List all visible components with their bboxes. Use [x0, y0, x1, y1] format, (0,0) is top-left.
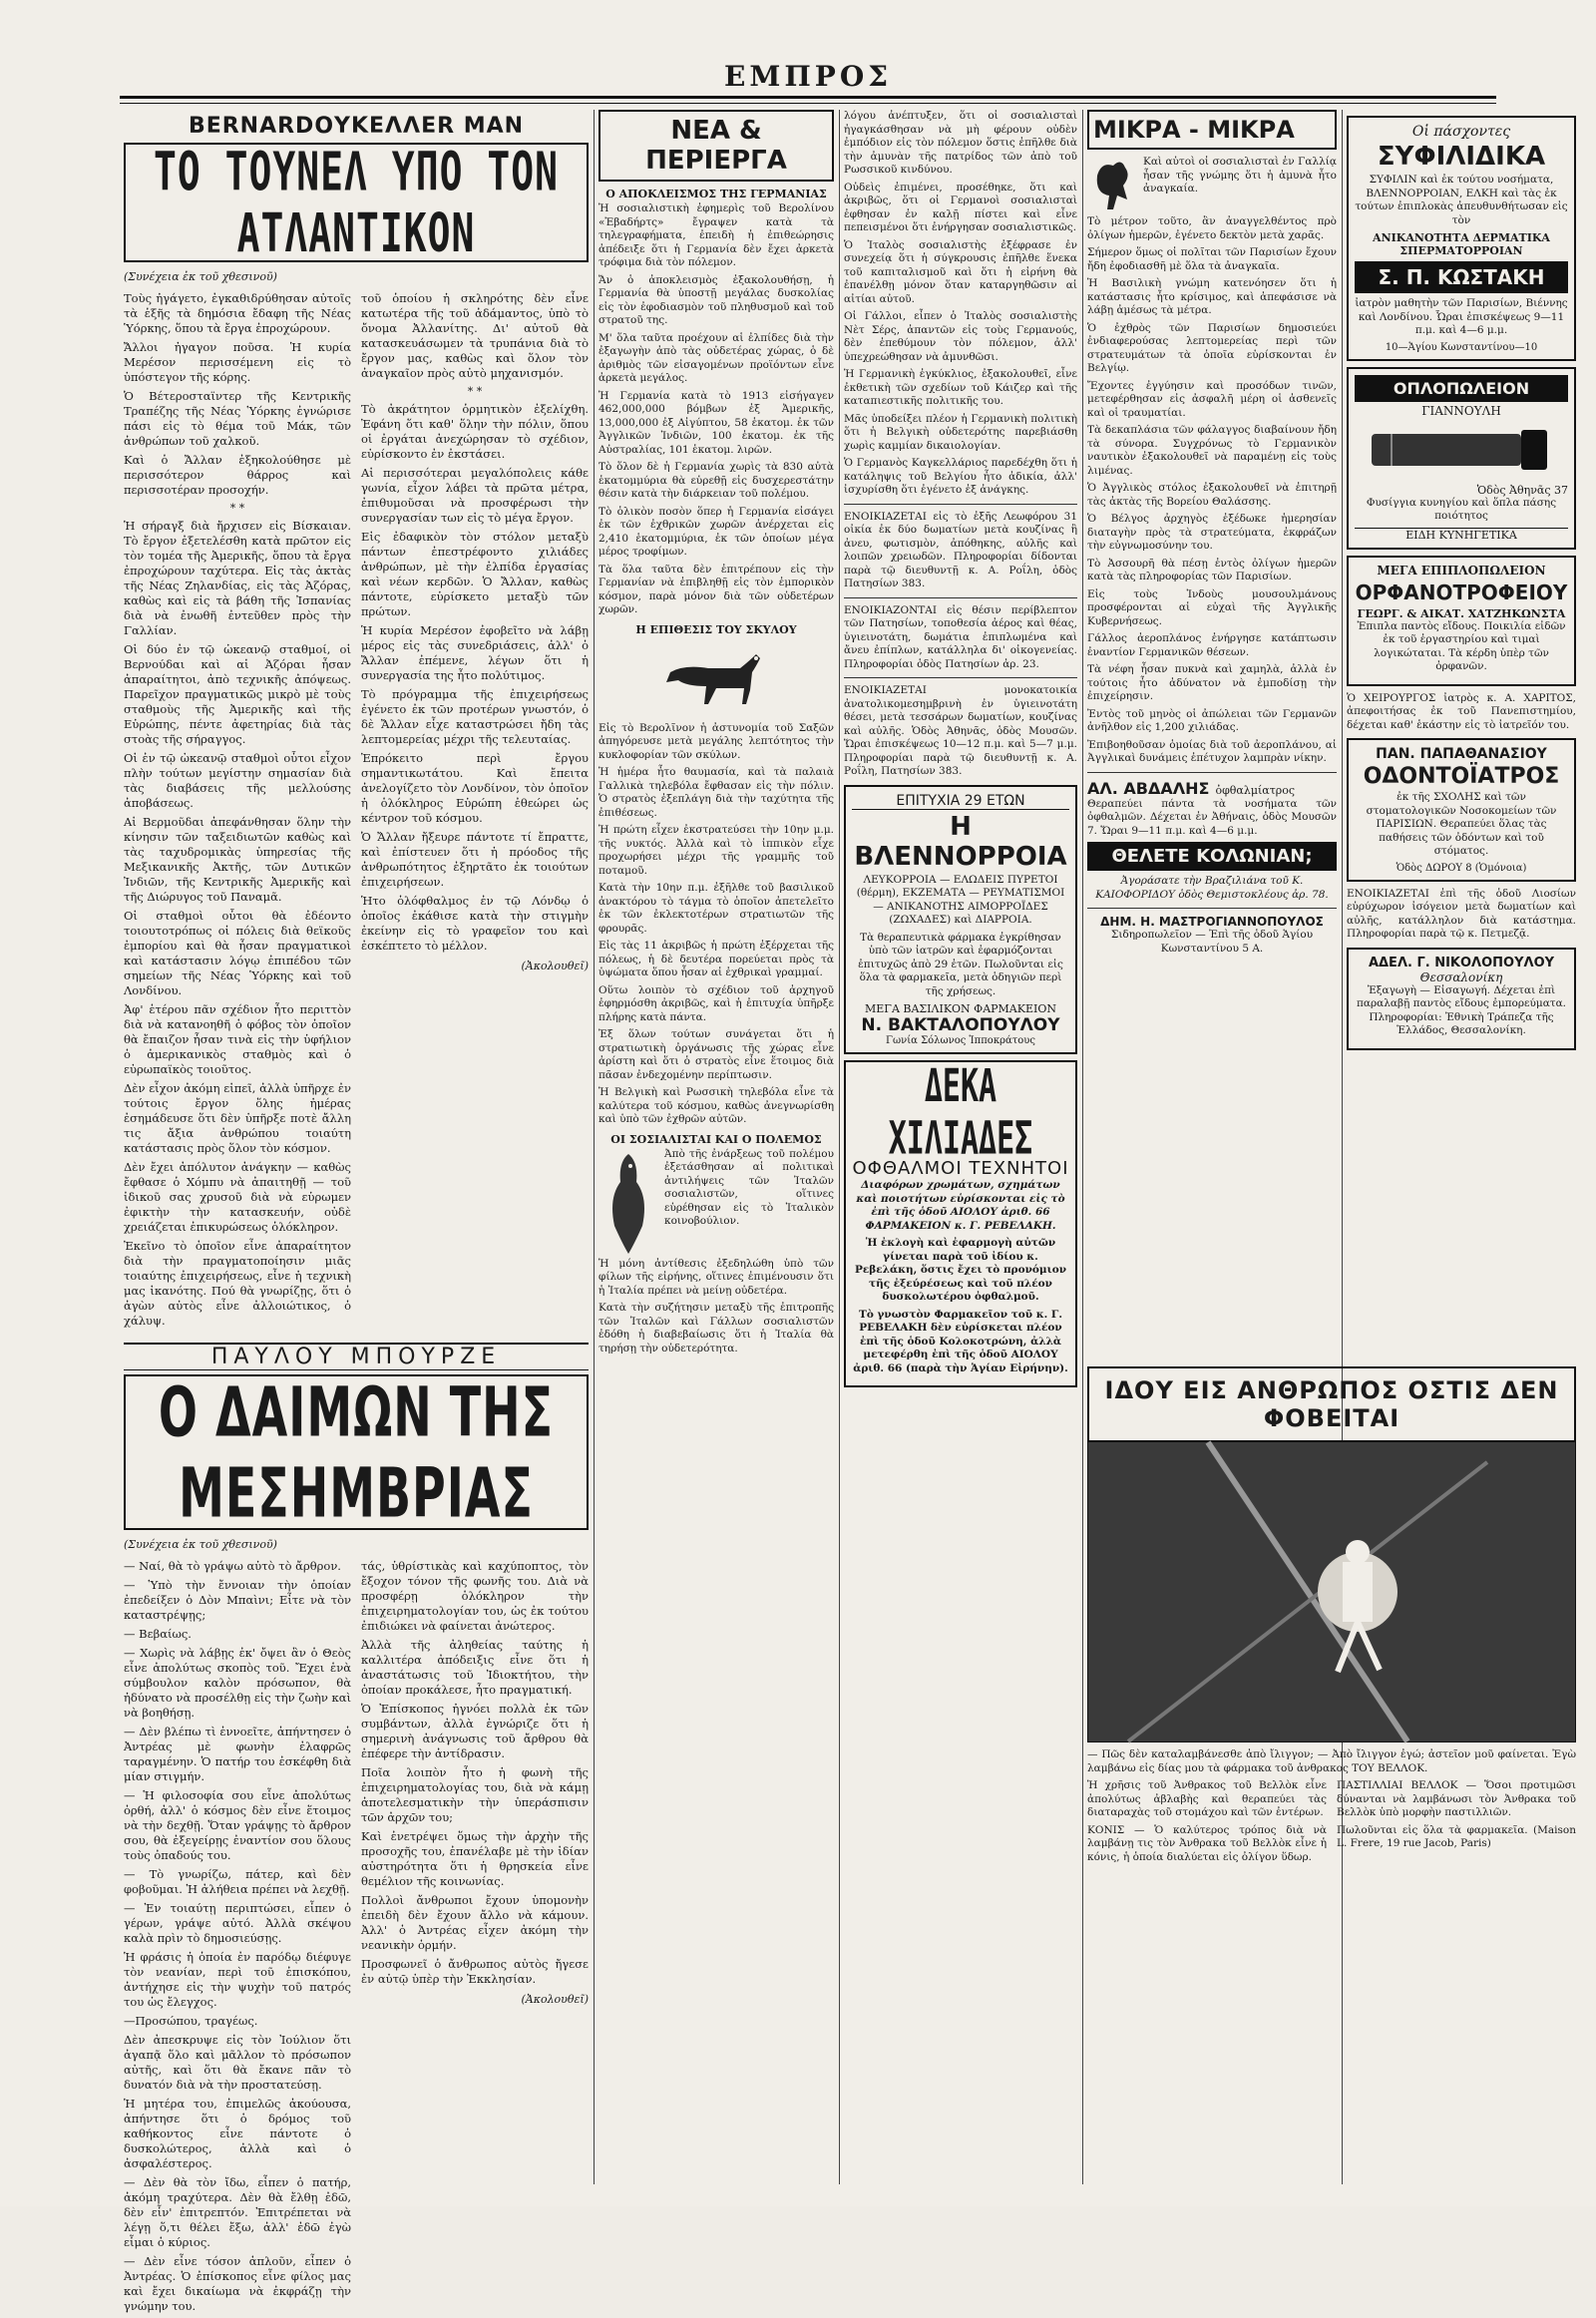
- ad-owner: ΓΙΑΝΝΟΥΛΗ: [1421, 403, 1501, 418]
- furniture-ad: [1347, 556, 1576, 686]
- novel2-body: [124, 1559, 589, 2318]
- short-news-column: [1087, 110, 1337, 2184]
- paragraph: Τὸ ἀκράτητον ὁρμητικὸν ἐξελίχθη. Ἐφάνη ὅτι καθ' ὅλην τὴν πόλιν, ὅπου οἱ ἐργάται ἀνεχώρησαν τὸ σχέδιον, εὑρίσκοντο ἐν ἐκστάσει.: [361, 402, 589, 461]
- paragraph: Ὁ ἐχθρὸς τῶν Παρισίων δημοσιεύει ἐνδιαφερούσας λεπτομερείας περὶ τῶν στρατευμάτων τὰ ὁποῖα εὑρίσκονται ἐν Βελγίῳ.: [1087, 321, 1337, 374]
- ad-address: 10—Ἁγίου Κωνσταντίνου—10: [1385, 341, 1538, 353]
- paragraph: Τὰ δεκαπλάσια τῶν φάλαγγος διαβαίνουν ἤδη τὰ σύνορα. Συγχρόνως τὸ Γερμανικὸν ναυτικὸν ἐξακολουθεῖ νὰ παραμένῃ εἰς τοὺς λιμένας.: [1087, 424, 1337, 477]
- paragraph: Τὸ μέτρον τοῦτο, ἂν ἀναγγελθέντος πρὸ ὀλίγων ἡμερῶν, ἐγένετο δεκτὸν μετὰ χαρᾶς.: [1087, 215, 1337, 241]
- novel2-title-box: [124, 1371, 589, 1533]
- paragraph: — Βεβαίως.: [124, 1627, 192, 1641]
- paragraph: ΚΟΝΙΣ — Ὁ καλύτερος τρόπος διὰ νὰ λαμβάνῃ τις τὸν Ἀνθρακα τοῦ Βελλὸκ εἶνε ἡ κόνις, ἡ ὁποία διαλύεται εἰς ὀλίγον ὕδωρ.: [1087, 1823, 1327, 1863]
- ad-subheadline: ΑΝΙΚΑΝΟΤΗΤΑ ΔΕΡΜΑΤΙΚΑ ΣΠΕΡΜΑΤΟΡΡΟΙΑΝ: [1373, 231, 1550, 257]
- paragraph: Ἡ μόνη ἀντίθεσις ἐξεδηλώθη ὑπὸ τῶν φίλων τῆς εἰρήνης, οἵτινες ἐπιμένουσιν ὅτι ἡ Ἰταλία πρέπει νὰ μείνῃ οὐδετέρα.: [598, 1257, 834, 1297]
- paragraph: Ἡ σήραγξ διὰ ἤρχισεν εἰς Βίσκαιαν. Τὸ ἔργον ἐξετελέσθη κατὰ πρῶτον εἰς τὸν τομέα τῆς Ἀμερικῆς, ὅπου τὰ ἔργα ἐπροχώρουν ταχύτερα. Εἰς τὰς ἀκτὰς τῆς Νέας Ζηλανδίας, εἰς τὰς Ἀζόρας, καθὼς καὶ εἰς τὰ βάθη τῆς Ἰσπανίας διὰ νὰ ἐνωθῆ ἐντεῦθεν πρὸς τὴν Γαλλίαν.: [124, 519, 351, 637]
- acrobat-illustration-icon: [1088, 1442, 1575, 1741]
- ad-headline: ΙΔΟΥ ΕΙΣ ΑΝΘΡΩΠΟΣ ΟΣΤΙΣ ΔΕΝ ΦΟΒΕΙΤΑΙ: [1087, 1366, 1576, 1442]
- gun-shop-ad: [1347, 367, 1576, 550]
- paragraph: Οἱ ἐν τῷ ὠκεανῷ σταθμοὶ οὗτοι εἶχον πλὴν τούτων μεγίστην σημασίαν διὰ τὰς διαβάσεις τῆς μελλούσης ἀποβάσεως.: [124, 751, 351, 810]
- ad-address: Γωνία Σόλωνος Ἱπποκράτους: [886, 1035, 1035, 1046]
- paragraph: — Χωρὶς νὰ λάβῃς ἐκ' ὄψει ἂν ὁ Θεὸς εἶνε ἀπολύτως σκοπὸς τοῦ. Ἔχει ἑνὰ σύμβουλον καλὸν πρόσωπον, θὰ ἠδύνατο νὰ προσέλθῃ εἰς τὴν ζωὴν καὶ νὰ βοηθήσῃ.: [124, 1646, 351, 1720]
- paragraph: Κατὰ τὴν συζήτησιν μεταξὺ τῆς ἐπιτροπῆς τῶν Ἰταλῶν καὶ Γάλλων σοσιαλιστῶν ἐδόθη ἡ διαβεβαίωσις ὅτι ἡ Ἰταλία θὰ τηρήσῃ τὴν οὐδετερότητα.: [598, 1302, 834, 1354]
- paragraph: Ἀφ' ἑτέρου πᾶν σχέδιον ἦτο περιττὸν διὰ νὰ κατανοηθῆ ὁ φόβος τὸν ὁποῖον θὰ ἔπαιζον ἦσαν τινὰ εἰς τὴν ὑφήλιον ὁ ἀμερικανικὸς σταθμὸς καὶ ὁ εὐρωπαϊκὸς τοιοῦτος.: [124, 1002, 351, 1076]
- paragraph: Εἰς τὸ Βερολῖνον ἡ ἀστυνομία τοῦ Σαξῶν ἀπηγόρευσε μετὰ μεγάλης λεπτότητος τὴν κυκλοφορίαν τῶν σκύλων.: [598, 721, 834, 761]
- paragraph: Εἰς τοὺς Ἰνδοὺς μουσουλμάνους προσφέρονται αἱ εὐχαὶ τῆς Ἀγγλικῆς Κυβερνήσεως.: [1087, 587, 1337, 627]
- belloc-ad-body: [1087, 1779, 1576, 1868]
- paragraph: — Ναί, θὰ τὸ γράψω αὐτὸ τὸ ἄρθρον.: [124, 1559, 341, 1573]
- paragraph: Τὸ ὁλικὸν ποσὸν ὅπερ ἡ Γερμανία εἰσάγει ἐκ τῶν ἐχθρικῶν χωρῶν ἀνέρχεται εἰς 2,410 ἑκατομμύρια, ἐκ τῶν ὁποίων μέγα μέρος τροφίμων.: [598, 505, 834, 558]
- ad-address: Ὁδὸς Ἀθηνᾶς 37: [1476, 483, 1568, 497]
- paragraph: Πωλοῦνται εἰς ὅλα τὰ φαρμακεῖα. (Maison L. Frere, 19 rue Jacob, Paris): [1337, 1823, 1576, 1849]
- section-title: ΜΙΚΡΑ - ΜΙΚΡΑ: [1093, 116, 1295, 144]
- paragraph: τοῦ ὁποίου ἡ σκληρότης δὲν εἶνε κατωτέρα τῆς τοῦ ἀδάμαντος, ὑπὸ τὸ ὄνομα Ἀλλανίτης. Δι' αὐτοῦ θὰ κατασκευάσωμεν τὰ τρυπάνια διὰ τὸ ἔργον μας, καθὼς καὶ ὅλον τὸν ἀναγκαῖον πρὸς αὐτὸ μηχανισμόν.: [361, 291, 589, 380]
- paragraph: Οἱ σταθμοὶ οὗτοι θὰ ἐδέοντο τοιουτοτρόπως οἱ πόλεις διὰ θεϊκοῦς ἐμπορίου καὶ θὰ ἦσαν πραγματικοὶ καὶ κατάστασιν λόγῳ ἐπιπέδου τῶν σημείων τῆς Νέας Ὑόρκης καὶ τοῦ Λονδίνου.: [124, 909, 351, 997]
- paragraph: Γάλλος ἀεροπλάνος ἐνήργησε κατάπτωσιν ἐναντίον Γερμανικῶν θέσεων.: [1087, 632, 1337, 658]
- divider: [1087, 772, 1337, 773]
- dog-illustration: [598, 642, 834, 716]
- masthead-rule: [120, 96, 1496, 104]
- doctor-name: ΑΛ. ΑΒΔΑΛΗΣ: [1087, 778, 1210, 798]
- ad-pharmacist: Ν. ΒΑΚΤΑΛΟΠΟΥΛΟΥ: [861, 1015, 1060, 1035]
- paragraph: Τὰ ὅλα ταῦτα δὲν ἐπιτρέπουν εἰς τὴν Γερμανίαν νὰ ἐπιβληθῇ εἰς τὸν ἐμπορικὸν κόσμον, παρὰ μόνον διὰ τῶν οὐδετέρων χωρῶν.: [598, 563, 834, 615]
- ad-list: ΛΕΥΚΟΡΡΟΙΑ — ΕΛΩΔΕΙΣ ΠΥΡΕΤΟΙ (θέρμη), ΕΚΖΕΜΑΤΑ — ΡΕΥΜΑΤΙΣΜΟΙ — ΑΝΙΚΑΝΟΤΗΣ ΑΙΜΟΡΡΟΪΔΕΣ (ΖΩΧΑΔΕΣ) καὶ ΔΙΑΡΡΟΙΑ.: [856, 873, 1065, 926]
- paragraph: Ἐπιβοηθοῦσαν ὁμοίας διὰ τοῦ ἀεροπλάνου, αἱ Ἀγγλικαὶ δυνάμεις ἐπέτυχον λαμπρὰν νίκην.: [1087, 738, 1337, 764]
- shop-name: ΔΗΜ. Η. ΜΑΣΤΡΟΓΙΑΝΝΟΠΟΥΛΟΣ: [1100, 915, 1324, 929]
- shotgun-shell-icon: [1362, 420, 1561, 480]
- divider: [844, 677, 1077, 678]
- column-divider: [1082, 110, 1083, 2184]
- paragraph: Ἡ ἡμέρα ἦτο θαυμασία, καὶ τὰ παλαιὰ Γαλλικὰ τηλεβόλα ἔφθασαν εἰς τὴν πόλιν. Ὁ στρατὸς ἐξεπλάγη διὰ τὴν ταχύτητα τῆς ἐπιθέσεως.: [598, 766, 834, 819]
- ads-column: [1347, 110, 1576, 2184]
- ad-text: Διαφόρων χρωμάτων, σχημάτων καὶ ποιοτήτων εὑρίσκονται εἰς τὸ ἐπὶ τῆς ὁδοῦ ΑΙΟΛΟΥ ἀριθ. 66 ΦΑΡΜΑΚΕΙΟΝ κ. Γ. ΡΕΒΕΛΑΚΗ.: [856, 1179, 1065, 1232]
- ad-illustration: [1087, 1442, 1576, 1742]
- novel1-body: [124, 291, 589, 1333]
- paragraph: Ἐκεῖνο τὸ ὁποῖον εἶνε ἀπαραίτητον διὰ τὴν πραγματοποίησιν μιᾶς τοιαύτης ἐπιχειρήσεως, εἶνε ἡ τεχνικὴ μας ἱκανότης. Πού θὰ γνωρίζῃς, ὅτι ὁ ἀγὼν αὐτὸς εἶνε ἀλλοιώτικος, ὁ χάλυψ.: [124, 1239, 351, 1328]
- paragraph: Ἄλλοι ἠγαγον ποῦσα. Ἡ κυρία Μερέσον περισσέμενη εἰς τὸ ὑπόστεγον τῆς κόρης.: [124, 340, 351, 384]
- paragraph: Οὕτω λοιπὸν τὸ σχέδιον τοῦ ἀρχηγοῦ ἐφηρμόσθη ἀκριβῶς, καὶ ἡ ἐπιτυχία ὑπῆρξε πλήρης κατὰ πάντα.: [598, 983, 834, 1023]
- artificial-eyes-ad: [844, 1060, 1077, 1387]
- ad-company: ΑΔΕΛ. Γ. ΝΙΚΟΛΟΠΟΥΛΟΥ: [1368, 955, 1555, 970]
- column-divider: [1342, 110, 1343, 2184]
- paragraph: Καὶ αὐτοὶ οἱ σοσιαλισταὶ ἐν Γαλλίᾳ ἦσαν τῆς γνώμης ὅτι ἡ ἀμυνὰ ἦτο ἀναγκαία.: [1143, 156, 1337, 194]
- paragraph: Ἀλλὰ τῆς ἀληθείας ταύτης ἡ καλλιτέρα ἀπόδειξις εἶνε ὅτι ἡ ἀναστάτωσις τοῦ Ἰδιοκτήτου, τὴν ὁποίαν προκάλεσε, ἦτο πραγματική.: [361, 1638, 589, 1697]
- ad-footer: ΕΙΔΗ ΚΥΝΗΓΕΤΙΚΑ: [1355, 528, 1568, 542]
- article-title: Η ΕΠΙΘΕΣΙΣ ΤΟΥ ΣΚΥΛΟΥ: [635, 622, 797, 636]
- paragraph: —Προσώπου, τραγέως.: [124, 2014, 258, 2028]
- paragraph: Τὸ Ἀσσουρῆ θὰ πέσῃ ἐντὸς ὀλίγων ἡμερῶν κατὰ τὰς πληροφορίας τῶν Παρισίων.: [1087, 557, 1337, 582]
- paragraph: Κατὰ τὴν 10ην π.μ. ἐξῆλθε τοῦ βασιλικοῦ ἀνακτόρου τὸ τάγμα τὸ ὁποῖον ἀπετελεῖτο ἐκ τῶν ἐκλεκτοτέρων στρατιωτῶν τῆς φρουρᾶς.: [598, 882, 834, 935]
- ad-doctor-name: Σ. Π. ΚΩΣΤΑΚΗ: [1355, 261, 1568, 293]
- divider: [844, 597, 1077, 598]
- paragraph: Πολλοὶ ἄνθρωποι ἔχουν ὑπομονὴν ἐπειδὴ δὲν ἔχουν ἄλλο νὰ κάμουν. Ἀλλ' ὁ Ἀντρέας εἶχεν ἀκόμη τὴν νεανικὴν ὁρμήν.: [361, 1893, 589, 1952]
- paragraph: Τὸ ὅλον δὲ ἡ Γερμανία χωρὶς τὰ 830 αὐτὰ ἑκατομμύρια θὰ εὑρεθῇ εἰς δυσχερεστάτην θέσιν κατὰ τὴν διάρκειαν τοῦ πολέμου.: [598, 461, 834, 500]
- paragraph: Δὲν εἶχον ἀκόμη εἰπεῖ, ἀλλὰ ὑπῆρχε ἐν τούτοις ἔργον ὅλης ἡμέρας ἐσημάδευσε ὅτι δὲν ὑπῆρξε ποτὲ ἄλλη τις ἄξια ἀνθρώπου τοιαύτη κατάστασις πρὸς ὅλον τὸν κόσμον.: [124, 1081, 351, 1155]
- paragraph: Ὁ Βέλγος ἀρχηγὸς ἐξέδωκε ἡμερησίαν διαταγὴν πρὸς τὰ στρατεύματα, ἐκφράζων τὴν εὐγνωμοσύνην του.: [1087, 513, 1337, 552]
- paragraph: Τὰ νέφη ἦσαν πυκνὰ καὶ χαμηλὰ, ἀλλὰ ἐν τούτοις ἦτο ἀδύνατον νὰ ἐμποδίσῃ τὴν ἐπιχείρησιν.: [1087, 663, 1337, 702]
- paragraph: Δὲν ἀπεσκρυψε εἰς τὸν Ἰούλιον ὅτι ἀγαπᾷ ὅλο καὶ μᾶλλον τὸ πρόσωπον αὐτῆς, καὶ ὅτι θὰ ἔκανε πᾶν τὸ δυνατόν διὰ νὰ τὴν προστατεύσῃ.: [124, 2033, 351, 2092]
- masthead-title: ΕΜΠΡΟΣ: [723, 60, 893, 93]
- paragraph: Καὶ ἐνετρέψει ὅμως τὴν ἀρχὴν τῆς προσοχῆς του, ἐπανέλαβε μὲ τὴν ἰδίαν αὐστηρότητα ὅτι ἡ θρησκεία εἶνε θεμέλιον τῆς κοινωνίας.: [361, 1829, 589, 1888]
- separator-stars: * *: [467, 385, 483, 398]
- doctor-text: Θεραπεύει πάντα τὰ νοσήματα τῶν ὀφθαλμῶν. Δέχεται ἐν Ἀθήναις, ὁδὸς Μουσῶν 7. Ὥραι 9—11 π.μ. καὶ 4—6 μ.μ.: [1087, 797, 1337, 837]
- paragraph: Σήμερον ὅμως οἱ πολῖται τῶν Παρισίων ἔχουν ἤδη ἐφοδιασθῆ μὲ ὅλα τὰ ἀναγκαῖα.: [1087, 246, 1337, 272]
- ad-owner: ΓΕΩΡΓ. & ΑΙΚΑΤ. ΧΑΤΖΗΚΩΝΣΤΑ: [1357, 606, 1566, 620]
- paragraph: Ἡ μητέρα του, ἐπιμελῶς ἀκούουσα, ἀπήντησε ὅτι ὁ δρόμος τοῦ καθήκοντος εἶνε πάντοτε ὁ δυσκολώτερος, ἀλλὰ καὶ ὁ ἀσφαλέστερος.: [124, 2097, 351, 2170]
- paragraph: Ἡ σοσιαλιστικὴ ἐφημερὶς τοῦ Βερολίνου «Ἐβαδήρτς» ἔγραψεν κατὰ τὰ τηλεγραφήματα, ἐπειδὴ ἡ ἐπιθεώρησις ἀπέδειξε ὅτι ἡ Γερμανία δὲν ἔχει ἀρκετὰ τρόφιμα διὰ τὸν πόλεμον.: [598, 202, 834, 268]
- novel2-continuation: (Συνέχεια ἐκ τοῦ χθεσινοῦ): [124, 1538, 277, 1551]
- ad-text: Ἡ ἐκλογὴ καὶ ἐφαρμογὴ αὐτῶν γίνεται παρὰ τοῦ ἰδίου κ. Ρεβελάκη, ὅστις ἔχει τὸ προνόμιον τῆς ἐξεύρέσεως καὶ τοῦ πλέον δυσκολωτέρου ὀφθαλμοῦ.: [855, 1237, 1066, 1303]
- doctor-specialty: ὀφθαλμίατρος: [1215, 783, 1296, 797]
- paragraph: Αἱ περισσότεραι μεγαλόπολεις κάθε γωνία, εἶχον λάβει τὰ πρῶτα μέτρα, ἐπιθυμοῦσαι νὰ προσφέρωσι τὴν συνεργασίαν των εἰς τὸ μέγα ἔργον.: [361, 466, 589, 525]
- novel2-author: ΠΑΥΛΟΥ ΜΠΟΥΡΖΕ: [124, 1343, 589, 1370]
- paragraph: Ὁ Ἄλλαν ἤξευρε πάντοτε τί ἔπραττε, καὶ ἐπίστευεν ὅτι ἡ πρόοδος τῆς ἀνθρωπότητος ἐξηρτᾶτο ἐκ τοιούτων ἐπιχειρήσεων.: [361, 830, 589, 889]
- paragraph: Ὁ Βέτεροσταϊντερ τῆς Κεντρικῆς Τραπέζης τῆς Νέας Ὑόρκης ἐγνώρισε πάσι εἰς τὸ θέμα τοῦ Μάκ, τῶν ἀνθρώπων τοῦ χαλκοῦ.: [124, 389, 351, 448]
- paragraph: Ἡ φράσις ἡ ὁποία ἐν παρόδῳ διέφυγε τὸν νεανίαν, περὶ τοῦ ἐπισκόπου, ἀντήχησε εἰς τὴν ψυχὴν τοῦ πατρός του ὡς ἔλεγχος.: [124, 1950, 351, 2009]
- paragraph: Ἄν ὁ ἀποκλεισμὸς ἐξακολουθήσῃ, ἡ Γερμανία θὰ ὑποστῇ μεγάλας δυσκολίας εἰς τὸν ἐφοδιασμὸν τοῦ πληθυσμοῦ καὶ τοῦ στρατοῦ της.: [598, 273, 834, 326]
- paragraph: Τοὺς ἠγάγετο, ἐγκαθιδρύθησαν αὐτοῖς τὰ ἑξῆς τὰ δημόσια ἔδαφη τῆς Νέας Ὑόρκης, ὅπου τὰ ἔργα ἐπροχώρουν.: [124, 291, 351, 335]
- masthead: [120, 60, 1496, 100]
- column-divider: [594, 110, 595, 2184]
- paragraph: ΠΑΣΤΙΛΛΙΑΙ ΒΕΛΛΟΚ — Ὅσοι προτιμῶσι δύνανται νὰ λαμβάνωσι τὸν Ἀνθρακα τοῦ Βελλὸκ ὑπὸ μορφὴν παστιλλιῶν.: [1337, 1779, 1576, 1818]
- cologne-headline: ΘΕΛΕΤΕ ΚΟΛΩΝΙΑΝ;: [1087, 842, 1337, 871]
- paragraph: — Τὸ γνωρίζω, πάτερ, καὶ δὲν φοβοῦμαι. Ἡ ἀλήθεια πρέπει νὰ λεχθῇ.: [124, 1867, 351, 1896]
- novel1-author: ΒΕRΝΑRDΟΥΚΕΛΛΕR ΜΑΝ: [188, 114, 525, 139]
- ad-text: ἰατρὸν μαθητὴν τῶν Παρισίων, Βιέννης καὶ Λονδίνου. Ὧραι ἐπισκέψεως 9—11 π.μ. καὶ 4—6 μ.μ.: [1355, 297, 1568, 336]
- paragraph: Μᾶς ὑποδείξει πλέον ἡ Γερμανικὴ πολιτικὴ ὅτι ἡ Βελγικὴ οὐδετερότης παρεβιάσθη χωρὶς καμμίαν δικαιολογίαν.: [844, 412, 1077, 452]
- paragraph: τάς, ὑθρίστικὰς καὶ καχύποπτος, τὸν ἔξοχον τόνον τῆς φωνῆς του. Διὰ νὰ προσφέρῃ ὁλόκληρον τὴν ἐπιχειρηματολογίαν του, ὡς ἐκ τούτου ἐπιδιώκει νὰ φαίνεται ἀνώτερος.: [361, 1559, 589, 1633]
- ad-pharmacy: ΜΕΓΑ ΒΑΣΙΛΙΚΟΝ ΦΑΡΜΑΚΕΙΟΝ: [865, 1002, 1056, 1015]
- paragraph: Ἡ κυρία Μερέσον ἐφοβεῖτο νὰ λάβῃ μέρος εἰς τὰς συνεδριάσεις, ἀλλ' ὁ Ἄλλαν ἐπέμενε, λέγων ὅτι ἡ συνεργασία της ἦτο πολύτιμος.: [361, 623, 589, 682]
- ad-headline: Η ΒΛΕΝΝΟΡΡΟΙΑ: [854, 811, 1067, 872]
- paragraph: Ἡ χρῆσις τοῦ Ἀνθρακος τοῦ Βελλὸκ εἶνε ἀπολύτως ἀβλαβὴς καὶ θεραπεύει τὰς διαταραχὰς τοῦ στομάχου καὶ τῶν ἐντέρων.: [1087, 1779, 1327, 1818]
- news-column: [598, 110, 834, 2184]
- paragraph: Αἱ Βερμοῦδαι ἀπεφάνθησαν ὅλην τὴν κίνησιν τῶν ταξειδιωτῶν καθὼς καὶ τὰς ταχυδρομικὰς ὑπηρεσίας τῆς Μεξικανικῆς Ἀκτῆς, τῶν Δυτικῶν Ἰνδιῶν, τῆς Κεντρικῆς Ἀμερικῆς καὶ τῆς Διώρυγος τοῦ Παναμᾶ.: [124, 815, 351, 904]
- ad-text: Φυσίγγια κυνηγίου καὶ ὅπλα πάσης ποιότητος: [1366, 496, 1557, 522]
- paragraph: Ἡ Γερμανικὴ ἐγκύκλιος, ἐξακολουθεῖ, εἶνε ἐκθετικὴ τῶν σχεδίων τοῦ Κάιζερ καὶ τῆς καταπιεστικῆς πολιτικῆς του.: [844, 368, 1077, 407]
- paragraph: Προσφωνεῖ ὁ ἄνθρωπος αὐτὸς ἤγεσε ἐν αὐτῷ ὑπὲρ τὴν Ἐκκλησίαν.: [361, 1957, 589, 1986]
- paragraph: Ποῖα λοιπὸν ἦτο ἡ φωνὴ τῆς ἐπιχειρηματολογίας του, διὰ νὰ κάμῃ ἀποτελεσματικὴν τὴν ὑπεράσπισιν τῶν ἀρχῶν του;: [361, 1765, 589, 1824]
- paragraph: Ἐντὸς τοῦ μηνὸς οἱ ἀπώλειαι τῶν Γερμανῶν ἀνῆλθον εἰς 1,200 χιλιάδας.: [1087, 707, 1337, 733]
- serial-column: [124, 110, 589, 2313]
- divider: [1087, 908, 1337, 909]
- novel1-continuation: (Συνέχεια ἐκ τοῦ χθεσινοῦ): [124, 270, 277, 283]
- paragraph: λόγου ἀνέπτυξεν, ὅτι οἱ σοσιαλισταὶ ἠγαγκάσθησαν νὰ μὴ φέρουν οὐδὲν ἐμπόδιον εἰς τὸν πόλεμον ὅστις ἐπῆλθε διὰ τὴν ἀμυνὰν τῆς πατρίδος τῶν ἀπὸ τοῦ Ρωσσικοῦ κινδύνου.: [844, 110, 1077, 176]
- article-title: ΟΙ ΣΟΣΙΑΛΙΣΤΑΙ ΚΑΙ Ο ΠΟΛΕΜΟΣ: [610, 1132, 822, 1146]
- paragraph: — Ἐν τοιαύτῃ περιπτώσει, εἶπεν ὁ γέρων, γράψε αὐτό. Ἀλλὰ σκέψου καλὰ πρὶν τὸ δημοσιεύσῃς.: [124, 1901, 351, 1945]
- classified-ad: ΕΝΟΙΚΙΑΖΕΤΑΙ μονοκατοικία ἀνατολικομεσημβρινὴ ἐν ὑγιεινοτάτη θέσει, μετὰ τεσσάρων δωματίων, κουζίνας καὶ αὐλῆς. Ὁδὸς Ἀθηνᾶς, ὁδὸς Μουσῶν. Ὥραι ἐπισκέψεως 10—12 π.μ. καὶ 5—7 μ.μ. Πληροφορίαι παρὰ τῷ διευθυντῇ κ. Α. Ροΐλη, Πατησίων 383.: [844, 684, 1077, 777]
- paragraph: Ὁ Γερμανὸς Καγκελλάριος παρεδέχθη ὅτι ἡ κατάληψις τοῦ Βελγίου ἦτο ἀδικία, ἀλλ' ἰσχυρίσθη ὅτι ἐγένετο ἐξ ἀνάγκης.: [844, 457, 1077, 496]
- dog-icon: [656, 642, 776, 712]
- paragraph: Εἰς ἐδαφικὸν τὸν στόλον μεταξὺ πάντων ἐπεστρέφοντο χιλιάδες ἀνθρώπων, μὲ τὴν ἐλπίδα ἐργασίας καὶ νέων κερδῶν. Ὁ Ἄλλαν, καθὼς πάντοτε, εὑρίσκετο μεταξὺ τῶν πρώτων.: [361, 530, 589, 618]
- ad-headline: ΔΕΚΑ ΧΙΛΙΑΔΕΣ: [888, 1060, 1033, 1166]
- paragraph: — Πῶς δὲν καταλαμβάνεσθε ἀπὸ ἴλιγγον; — Ἀπὸ ἴλιγγον ἐγώ; ἀστεῖον μοῦ φαίνεται. Ἐγὼ λαμβάνω εἰς δίας μου τὰ φάρμακα τοῦ ἀνθρακος ΤΟΥ ΒΕΛΛΟΚ.: [1087, 1748, 1576, 1774]
- dentist-ad: [1347, 738, 1576, 882]
- paragraph: Ὁ Ἐπίσκοπος ἠγνόει πολλὰ ἐκ τῶν συμβάντων, ἀλλὰ ἐγνώριζε ὅτι ἡ σημερινὴ ἀνάγνωσις τοῦ ἄρθρου θὰ ἐπέφερε τὴν ἀντίδρασιν.: [361, 1702, 589, 1760]
- novel1-title: ΤΟ ΤΟΥΝΕΛ ΥΠΟ ΤΟΝ ΑΤΛΑΝΤΙΚΟΝ: [154, 141, 559, 264]
- novel1-title-box: [124, 143, 589, 262]
- paragraph: Ἡ πρώτη εἶχεν ἐκστρατεύσει τὴν 10ην μ.μ. τῆς νυκτός. Ἀλλὰ καὶ τὸ ἱππικὸν εἶχε προχωρήσει μέχρι τῆς γραμμῆς τοῦ ποταμοῦ.: [598, 824, 834, 877]
- paragraph: Μ' ὅλα ταῦτα προέχουν αἱ ἐλπίδες διὰ τὴν ἐξαγωγὴν ἀπὸ τὰς οὐδετέρας χώρας, ὁ δὲ ἀριθμὸς τῶν εἰσαγομένων προϊόντων εἶνε ἀρκετὰ μεγάλος.: [598, 331, 834, 384]
- shop-text: Σιδηροπωλεῖον — Ἐπὶ τῆς ὁδοῦ Ἁγίου Κωνσταντίνου 5 Α.: [1110, 929, 1314, 955]
- ad-text: ΣΥΦΙΛΙΝ καὶ ἐκ τούτου νοσήματα, ΒΛΕΝΝΟΡΡΟΙΑΝ, ΕΛΚΗ καὶ τὰς ἐκ τούτων ἐπιπλοκὰς ἀπευθυνθήτωσαν εἰς τὸν: [1355, 174, 1568, 226]
- ad-kicker: Οἱ πάσχοντες: [1411, 124, 1511, 140]
- paragraph: Οἱ δύο ἐν τῷ ὠκεανῷ σταθμοί, οἱ Βερνούδαι καὶ αἱ Ἀζόραι ἦσαν ἀπαραίτητοι, ἀπὸ τεχνικῆς ἀπόψεως. Παρεῖχον πραγματικῶς μικρὸ μὲ τοὺς σταθμοὺς τῆς Ἀμερικῆς καὶ τῆς Εὐρώπης, πέντε ἀφετηρίας διὰ τὰς στοὰς τῆς σήραγγος.: [124, 642, 351, 746]
- paragraph: — Δὲν βλέπω τὶ ἐννοεῖτε, ἀπήντησεν ὁ Ἀντρέας μὲ φωνὴν ἐλαφρῶς ταραγμένην. Ὁ πατήρ του ἐσκέφθη διὰ μίαν στιγμήν.: [124, 1725, 351, 1783]
- ad-kicker: ΜΕΓΑ ΕΠΙΠΛΟΠΩΛΕΙΟΝ: [1377, 563, 1546, 578]
- ad-headline: ΟΠΛΟΠΩΛΕΙΟΝ: [1355, 375, 1568, 402]
- paragraph: Ἡ Βελγικὴ καὶ Ρωσσικὴ τηλεβόλα εἶνε τὰ καλύτερα τοῦ κόσμου, καθὼς ἀνεγνωρίσθη καὶ ὑπὸ τῶν ἐχθρῶν αὐτῶν.: [598, 1086, 834, 1125]
- paragraph: — Δὲν θὰ τὸν ἴδω, εἶπεν ὁ πατήρ, ἀκόμη τραχύτερα. Δὲν θὰ ἔλθῃ ἐδῶ, δὲν εἶν' ἐπιτρεπτόν. Ἐπιτρέπεται νὰ λέγῃ ὅ,τι θέλει ἔξω, ἀλλ' ἐδῶ ἐγὼ εἶμαι ὁ κύριος.: [124, 2175, 351, 2249]
- to-be-continued: (Ἀκολουθεῖ): [521, 1993, 589, 2006]
- paragraph: — Δὲν εἶνε τόσον ἁπλοῦν, εἶπεν ὁ Ἀντρέας. Ὁ ἐπίσκοπος εἶνε φίλος μας καὶ ἔχει δικαίωμα νὰ ἐκφράζῃ τὴν γνώμην του.: [124, 2254, 351, 2313]
- belloc-charcoal-ad: [1087, 1366, 1576, 1868]
- surgeon-ad: Ὁ ΧΕΙΡΟΥΡΓΟΣ ἰατρὸς κ. Α. ΧΑΡΙΤΟΣ, ἀπεφοιτήσας ἐκ τοῦ Πανεπιστημίου, δέχεται καθ' ἑκάστην εἰς τὸ ἰατρεῖόν του.: [1347, 691, 1576, 731]
- paragraph: Οἱ Γάλλοι, εἶπεν ὁ Ἰταλὸς σοσιαλιστὴς Νὲτ Σέρς, ἀπαντῶν εἰς τοὺς Γερμανούς, δὲν ἐπεθύμουν τὸν πόλεμον, ἀλλ' ὑπεχρεώθησαν νὰ ἀμυνθῶσι.: [844, 310, 1077, 363]
- divider: [844, 504, 1077, 505]
- ad-text: Τὰ θεραπευτικὰ φάρμακα ἐγκρίθησαν ὑπὸ τῶν ἰατρῶν καὶ ἐφαρμόζονται ἐπιτυχῶς ἀπὸ 29 ἐτῶν. Πωλοῦνται εἰς ὅλα τὰ φαρμακεῖα, μετὰ ὁδηγιῶν περὶ τῆς χρήσεως.: [858, 931, 1063, 997]
- politics-column: [844, 110, 1077, 2184]
- to-be-continued: (Ἀκολουθεῖ): [521, 960, 589, 972]
- socialists-block: [598, 1148, 834, 1258]
- rooster-block: [1087, 156, 1337, 215]
- ad-doctor-name: ΠΑΝ. ΠΑΠΑΘΑΝΑΣΙΟΥ: [1376, 746, 1547, 762]
- ad-text: Τὸ γνωστὸν Φαρμακεῖον τοῦ κ. Γ. ΡΕΒΕΛΑΚΗ δὲν εὑρίσκεται πλέον ἐπὶ τῆς ὁδοῦ Κολοκοτρώνη, ἀλλὰ μετεφέρθη ἐπὶ τῆς ὁδοῦ ΑΙΟΛΟΥ ἀριθ. 66 (παρὰ τὴν Ἁγίαν Εἰρήνην).: [853, 1308, 1068, 1374]
- ad-text: Ἐξαγωγὴ — Εἰσαγωγή. Δέχεται ἐπὶ παραλαβῇ παντὸς εἴδους ἐμπορεύματα. Πληροφορίαι: Ἐθνικὴ Τράπεζα τῆς Ἑλλάδος, Θεσσαλονίκη.: [1356, 983, 1567, 1036]
- doctor-ad: [1087, 779, 1337, 798]
- column-divider: [839, 110, 840, 2184]
- paragraph: Ἀπὸ τῆς ἐνάρξεως τοῦ πολέμου ἐξετάσθησαν αἱ πολιτικαὶ ἀντιλήψεις τῶν Ἰταλῶν σοσιαλιστῶν, οἵτινες εὑρέθησαν εἰς τὸ Ἰταλικὸν κοινοβούλιον.: [664, 1147, 834, 1227]
- section-title: ΝΕΑ & ΠΕΡΙΕΡΓΑ: [598, 110, 834, 182]
- ad-text: Ἐπιπλα παντὸς εἴδους. Ποικιλία εἰδῶν ἐκ τοῦ ἐργαστηρίου καὶ τιμαὶ λογικώταται. Τὰ κέρδη ὑπὲρ τῶν ὀρφανῶν.: [1357, 619, 1566, 672]
- paragraph: Τὸ πρόγραμμα τῆς ἐπιχειρήσεως ἐγένετο ἐκ τῶν προτέρων γνωστόν, ὁ δὲ Ἄλλαν εἶχε καταστρώσει ἤδη τὰς λεπτομερείας μέχρι τῆς τελευταίας.: [361, 687, 589, 746]
- paragraph: Ἐπρόκειτο περὶ ἔργου σημαντικωτάτου. Καὶ ἔπειτα ἀνελογίζετο τὸν Λονδίνον, τὸν ὁποῖον ἡ ὁλόκληρος Εὐρώπη ἐθεώρει ὡς κέντρον τοῦ κόσμου.: [361, 751, 589, 825]
- novel2-title: Ο ΔΑΙΜΩΝ ΤΗΣ ΜΕΣΗΜΒΡΙΑΣ: [158, 1371, 555, 1533]
- ad-kicker: ΕΠΙΤΥΧΙΑ 29 ΕΤΩΝ: [852, 793, 1069, 810]
- ad-city: Θεσσαλονίκη: [1419, 969, 1503, 984]
- paragraph: Ὁ Ἰταλὸς σοσιαλιστὴς ἐξέφρασε ἐν συνεχείᾳ ὅτι ἡ σύγκρουσις ἐπῆλθε ἕνεκα τοῦ καπιταλισμοῦ καὶ ὅτι ἡ εἰρήνη θὰ ἐπανέλθῃ μόνον ὅταν καταργηθῶσιν αἱ αἰτίαι αὐτοῦ.: [844, 238, 1077, 305]
- rooster-icon: [1087, 156, 1137, 215]
- paragraph: Ἡτο ὁλόφθαλμος ἐν τῷ Λόνδῳ ὁ ὁποῖος ἐκάθισε κατὰ τὴν στιγμὴν ἐκείνην εἰς τὸ γραφεῖον του καὶ ἐσκέπτετο τὸ μέλλον.: [361, 894, 589, 953]
- separator-stars: * *: [229, 502, 245, 515]
- paragraph: Καὶ ὁ Ἄλλαν ἐξηκολούθησε μὲ περισσότερον θάρρος καὶ περισσοτέραν προσοχήν.: [124, 453, 351, 497]
- paragraph: Ἡ Γερμανία κατὰ τὸ 1913 εἰσήγαγεν 462,000,000 βόμβων ἐξ Ἀμερικῆς, 13,000,000 ἐξ Αἰγύπτου, 58 ἑκατομ. ἐκ τῶν Ἀγγλικῶν Ἰνδιῶν, 100 ἑκατομ. ἐκ τῆς Αὐστραλίας, 101 ἑκατομ. λιρῶν.: [598, 389, 834, 456]
- paragraph: Οὐδεὶς ἐπιμένει, προσέθηκε, ὅτι καὶ ἀκριβῶς, ὅτι οἱ Γερμανοὶ σοσιαλισταὶ ἐφθησαν ἐν καλῇ πίστει καὶ εἶνε πεπεισμένοι ὅτι ἐνήργησαν σοσιαλιστικῶς.: [844, 181, 1077, 233]
- classified-ad: ΕΝΟΙΚΙΑΖΟΝΤΑΙ εἰς θέσιν περίβλεπτον τῶν Πατησίων, τοποθεσία ἀέρος καὶ θέας, ὑγιεινοτάτη, δωμάτια ἐπιπλωμένα καὶ ἄνευ ἐπίπλων, κατάλληλα δι' οἰκογενείας. Πληροφορίαι ὁδὸς Πατησίων ἀρ. 23.: [844, 603, 1077, 670]
- paragraph: Ἔχοντες ἐγγύησιν καὶ προσόδων τινῶν, μετεφέρθησαν εἰς ἀσφαλῆ μέρη οἱ ἀσθενεῖς καὶ οἱ τραυματίαι.: [1087, 379, 1337, 419]
- paragraph: Δὲν ἔχει ἀπόλυτον ἀνάγκην — καθὼς ἔφθασε ὁ Χόμπυ νὰ ἀπαιτηθῇ — τοῦ ἰδικοῦ σας χρυσοῦ διὰ νὰ εὑρωμεν ἐφικτὴν τὴν κατασκευήν, οὐδὲ χρειάζεται ἐπικυρώσεως ὁλόκληρον.: [124, 1160, 351, 1234]
- paragraph: Ὁ Ἀγγλικὸς στόλος ἐξακολουθεῖ νὰ ἐπιτηρῇ τὰς ἀκτὰς τῆς Βορείου Θαλάσσης.: [1087, 482, 1337, 508]
- pharmacy-ad: [844, 785, 1077, 1055]
- paragraph: — Ἡ φιλοσοφία σου εἶνε ἀπολύτως ὀρθή, ἀλλ' ὁ κόσμος δὲν εἶνε ἕτοιμος νὰ τὴν δεχθῇ. Ὅταν γράψῃς τὸ ἄρθρον σου, θὰ ἐξεγείρῃς ἐναντίον σου ὅλους τοὺς ὀπαδούς του.: [124, 1788, 351, 1862]
- ad-headline: ΣΥΦΙΛΙΔΙΚΑ: [1377, 142, 1546, 172]
- mikra-header: [1087, 110, 1337, 150]
- ad-headline: ΟΔΟΝΤΟΪΑΤΡΟΣ: [1363, 764, 1560, 789]
- paragraph: Εἰς τὰς 11 ἀκριβῶς ἡ πρώτη ἐξέρχεται τῆς πόλεως, ἡ δὲ δευτέρα πορεύεται πρὸς τὰ ὑψώματα ὅπου ἦσαν αἱ ἐχθρικαὶ γραμμαί.: [598, 940, 834, 978]
- paragraph: Ἐξ ὅλων τούτων συνάγεται ὅτι ἡ στρατιωτικὴ ὀργάνωσις τῆς χώρας εἶνε ἀρίστη καὶ ὅτι ὁ στρατὸς εἶνε ἕτοιμος διὰ πᾶσαν ἐνδεχομένην περίπτωσιν.: [598, 1028, 834, 1081]
- ad-text: ἐκ τῆς ΣΧΟΛΗΣ καὶ τῶν στοματολογικῶν Νοσοκομείων τῶν ΠΑΡΙΣΙΩΝ. Θεραπεύει ὅλας τὰς παθήσεις τῶν ὀδόντων καὶ τοῦ στόματος.: [1366, 791, 1557, 857]
- classified-ad: ΕΝΟΙΚΙΑΖΕΤΑΙ εἰς τὸ ἐξῆς Λεωφόρου 31 οἰκία ἐκ δύο δωματίων μετὰ κουζίνας ἢ ἀνευ, φωτισμὸν, ἀπόθηκης, αὐλῆς καὶ λοιπῶν χρειωδῶν. Πληροφορίαι δίδονται παρὰ τῷ διευθυντῇ κ. Α. Ροΐλη, ὁδὸς Πατησίων 383.: [844, 510, 1077, 589]
- rent-ad: ΕΝΟΙΚΙΑΖΕΤΑΙ ἐπὶ τῆς ὁδοῦ Λιοσίων εὐρύχωρον ἰσόγειον μετὰ δωματίων καὶ αὐλῆς, κατάλληλον διὰ κατάστημα. Πληροφορίαι παρὰ τῷ κ. Πετμεζᾷ.: [1347, 887, 1576, 940]
- ad-subheadline: ΟΦΘΑΛΜΟΙ ΤΕΧΝΗΤΟΙ: [852, 1158, 1069, 1179]
- article-title: Ο ΑΠΟΚΛΕΙΣΜΟΣ ΤΗΣ ΓΕΡΜΑΝΙΑΣ: [605, 188, 827, 200]
- export-ad: [1347, 948, 1576, 1050]
- paragraph: — Ὑπὸ τὴν ἔννοιαν τὴν ὁποίαν ἐπεδείξεν ὁ Δὸν Μπαὶνι; Εἶτε νὰ τὸν καταστρέψῃς;: [124, 1578, 351, 1622]
- ad-headline: ΟΡΦΑΝΟΤΡΟΦΕΙΟΥ: [1355, 580, 1568, 604]
- ad-address: Ὁδὸς ΔΩΡΟΥ 8 (Ὁμόνοια): [1396, 862, 1527, 874]
- paragraph: Ἡ Βασιλικὴ γνώμη κατενόησεν ὅτι ἡ κατάστασις ἦτο κρίσιμος, καὶ ἀπεφάσισε νὰ λάβῃ ἀμέσως τὰ μέτρα.: [1087, 277, 1337, 316]
- syphilis-ad: [1347, 116, 1576, 361]
- bird-illustration-icon: [598, 1148, 658, 1258]
- cologne-text: Ἀγοράσατε τὴν Βραζιλιάνα τοῦ Κ. ΚΑΙΟΦΟΡΙΔΟΥ ὁδὸς Θεμιστοκλέους ἀρ. 78.: [1095, 875, 1329, 901]
